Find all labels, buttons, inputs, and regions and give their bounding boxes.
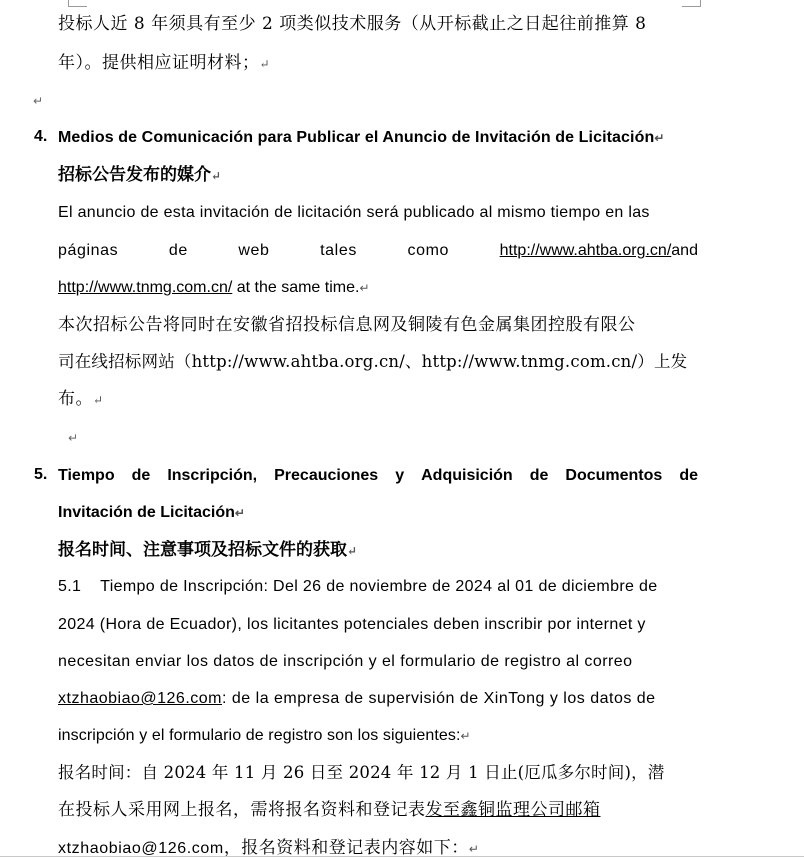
hyperlink-ahtba[interactable]: http://www.ahtba.org.cn/ — [499, 242, 672, 259]
paragraph-line — [58, 763, 698, 783]
text-run: 年）。提供相应证明材料； — [58, 53, 260, 73]
section-number: 5. — [34, 466, 48, 483]
text-run: 报名时间：自 2024 年 11 月 26 日至 2024 年 12 月 1 日止(厄瓜多尔时间)，潜 — [58, 763, 665, 782]
email-link[interactable]: xtzhaobiao@126.com — [58, 690, 222, 707]
empty-paragraph-mark: ↵ — [68, 431, 79, 445]
text-run: 投标人近 8 年须具有至少 2 项类似技术服务（从开标截止之日起往前推算 8 — [58, 14, 647, 34]
word: Adquisición — [421, 467, 513, 484]
heading-text: 报名时间、注意事项及招标文件的获取 — [58, 540, 347, 560]
section-heading-zh — [58, 540, 698, 561]
paragraph-line — [58, 615, 698, 635]
word: web — [238, 242, 270, 259]
word: y — [395, 467, 405, 484]
page-corner-mark-right — [682, 0, 701, 7]
paragraph-line — [58, 352, 698, 372]
text-run: 2024 (Hora de Ecuador), los licitantes potenciales deben inscribir por internet y — [58, 616, 646, 633]
word: de — [131, 467, 151, 484]
text-run: 本次招标公告将同时在安徽省招投标信息网及铜陵有色金属集团控股有限公 — [58, 315, 636, 335]
text-run: 5.1 Tiempo de Inscripción: Del 26 de noviembre de 2024 al 01 de diciembre de — [58, 578, 658, 595]
page-corner-mark-left — [68, 0, 87, 7]
word: de — [529, 467, 549, 484]
word: and — [671, 242, 698, 259]
paragraph-mark: ↵ — [93, 393, 104, 407]
paragraph-mark: ↵ — [468, 842, 480, 856]
underlined-text: 发至鑫铜监理公司邮箱 — [425, 800, 601, 820]
heading-text: 招标公告发布的媒介 — [58, 165, 211, 185]
word: tales — [320, 242, 357, 259]
hyperlink-tnmg[interactable]: http://www.tnmg.com.cn/ — [58, 279, 233, 296]
paragraph-mark: ↵ — [259, 57, 271, 71]
paragraph-line — [58, 278, 698, 298]
word: Inscripción, — [167, 467, 258, 484]
section-heading-es — [58, 503, 698, 523]
paragraph-line — [58, 241, 698, 261]
word: de — [168, 242, 188, 259]
text-run: El anuncio de esta invitación de licitación será publicado al mismo tiempo en las — [58, 204, 650, 221]
paragraph-mark: ↵ — [234, 506, 245, 520]
paragraph-mark: ↵ — [359, 281, 370, 295]
paragraph-line — [58, 652, 698, 672]
paragraph-line — [58, 315, 698, 335]
section-heading-es — [58, 466, 698, 486]
heading-text: Invitación de Licitación — [58, 504, 235, 521]
text-run: ，报名资料和登记表内容如下： — [223, 838, 469, 858]
text-run: 布。 — [58, 389, 93, 409]
paragraph-line — [58, 14, 698, 34]
section-number: 4. — [34, 128, 48, 145]
paragraph-mark: ↵ — [211, 169, 222, 183]
word: como — [407, 242, 450, 259]
paragraph-mark: ↵ — [654, 131, 665, 145]
paragraph-line — [58, 800, 698, 820]
paragraph-mark: ↵ — [460, 729, 471, 743]
email-text: xtzhaobiao@126.com — [58, 840, 224, 857]
text-run: : de la empresa de supervisión de XinTong y los datos de — [222, 690, 656, 707]
paragraph-line — [58, 53, 698, 74]
paragraph-line — [58, 203, 698, 223]
paragraph-line — [58, 577, 698, 597]
empty-paragraph-mark: ↵ — [33, 94, 44, 108]
text-run: inscripción y el formulario de registro son los siguientes: — [58, 727, 461, 744]
paragraph-mark: ↵ — [347, 544, 358, 558]
paragraph-line — [58, 389, 698, 410]
paragraph-line — [58, 726, 698, 746]
word: páginas — [58, 242, 119, 259]
text-run: at the same time. — [232, 279, 360, 296]
text-run: 司在线招标网站（http://www.ahtba.org.cn/、http://www.tnmg.com.cn/）上发 — [58, 352, 688, 371]
word: de — [679, 467, 698, 484]
page-bottom-divider — [0, 856, 804, 857]
section-heading-es — [58, 128, 698, 148]
word: Precauciones — [274, 467, 379, 484]
section-heading-zh — [58, 165, 698, 186]
text-run: necesitan enviar los datos de inscripción y el formulario de registro al correo — [58, 653, 633, 670]
paragraph-line — [58, 689, 698, 709]
word: Documentos — [565, 467, 663, 484]
word: Tiempo — [58, 467, 115, 484]
text-run: 在投标人采用网上报名，需将报名资料和登记表 — [58, 800, 426, 820]
heading-text: Medios de Comunicación para Publicar el Anuncio de Invitación de Licitación — [58, 129, 655, 146]
